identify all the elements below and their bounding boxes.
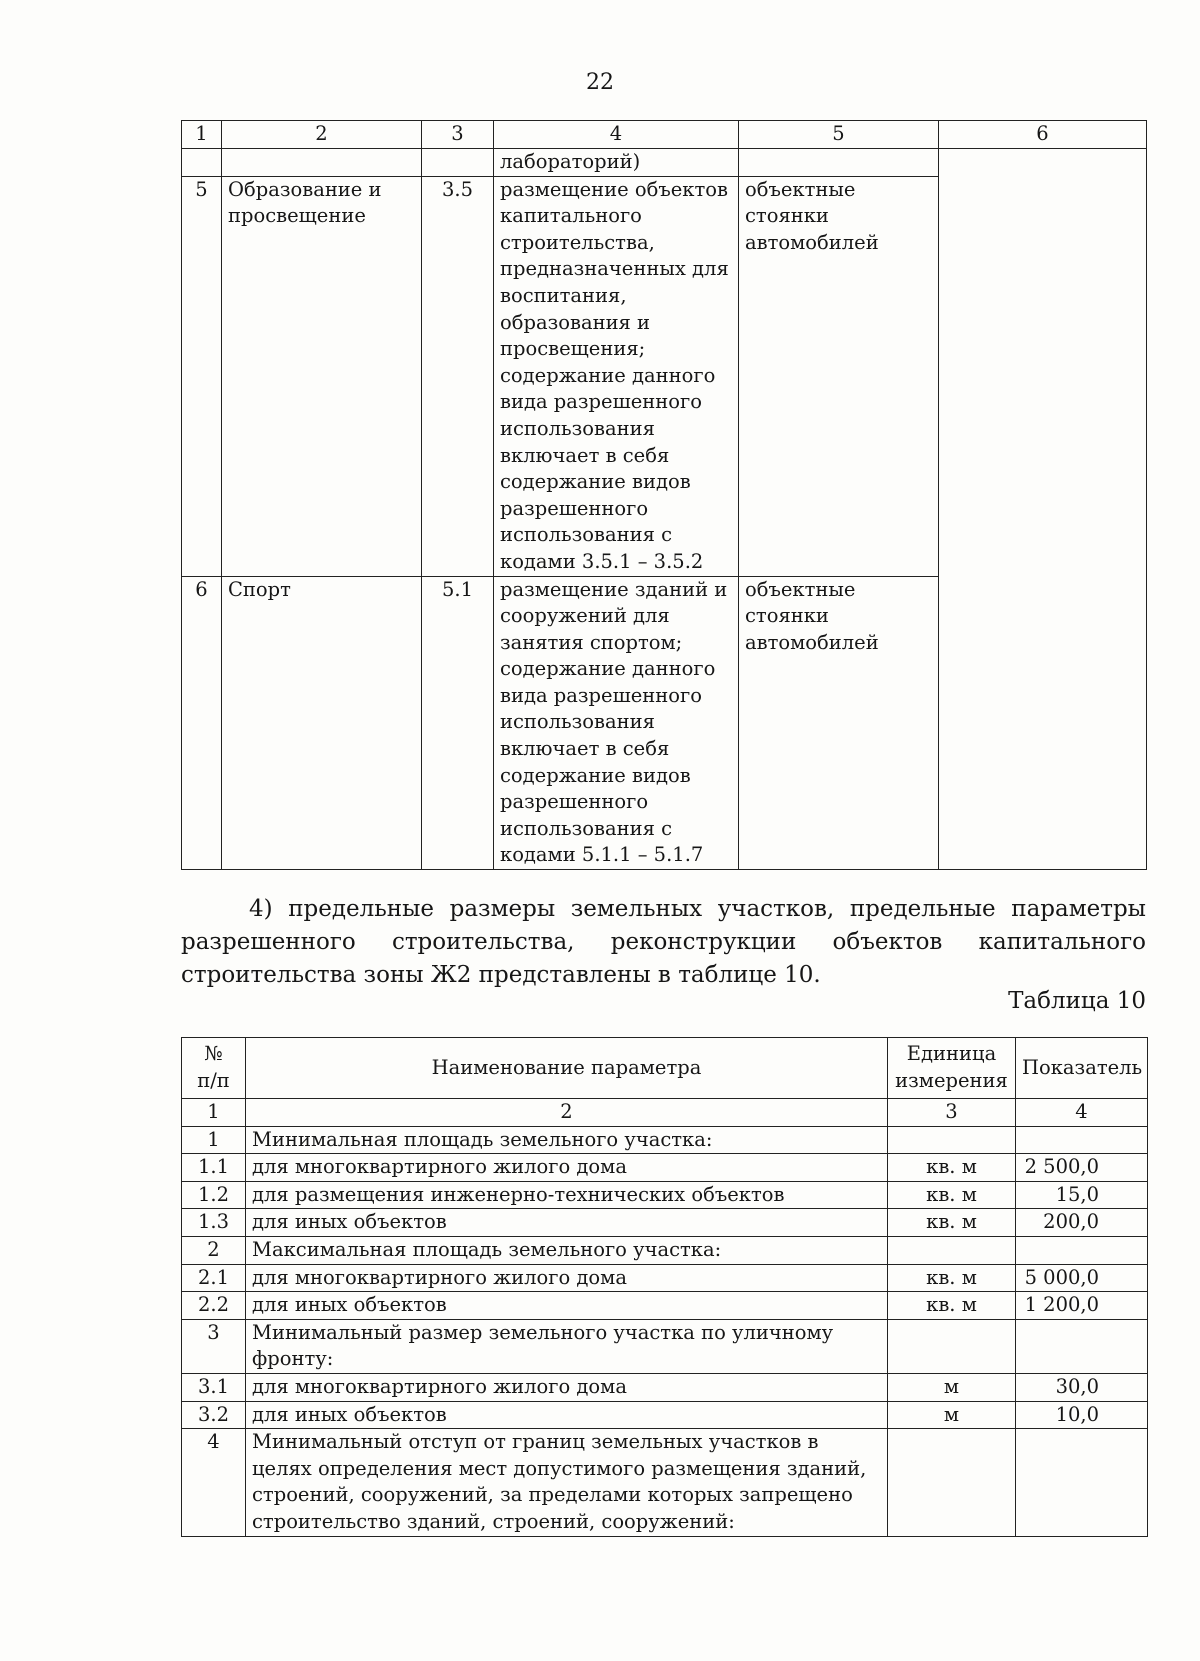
table-row xyxy=(182,1373,1148,1401)
row-value: 2 500,0 xyxy=(1016,1154,1148,1182)
table-row xyxy=(182,1181,1148,1209)
row-number: 2 xyxy=(182,1236,246,1264)
row-description: лабораторий) xyxy=(494,149,739,177)
header-row xyxy=(182,1038,1148,1099)
row-unit xyxy=(888,1126,1016,1154)
row-value xyxy=(1016,1236,1148,1264)
table-row xyxy=(182,1264,1148,1292)
row-parameter: Минимальный размер земельного участка по уличному фронту: xyxy=(246,1319,888,1373)
col-number: 4 xyxy=(1016,1099,1148,1127)
row-number: 3.1 xyxy=(182,1373,246,1401)
row-name xyxy=(222,149,422,177)
paragraph-text: 4) предельные размеры земельных участков, предельные параметры разрешенного строительства, реконструкции объектов капитального строительства зоны Ж2 представлены в таблице 10. xyxy=(181,896,1146,988)
col-number: 6 xyxy=(939,121,1147,149)
row-parameter: Минимальная площадь земельного участка: xyxy=(246,1126,888,1154)
row-unit: кв. м xyxy=(888,1264,1016,1292)
row-number: 5 xyxy=(182,176,222,576)
row-value xyxy=(1016,1429,1148,1536)
row-number: 6 xyxy=(182,576,222,870)
table-row xyxy=(182,1209,1148,1237)
table-row xyxy=(182,1319,1148,1373)
row-parameter: для иных объектов xyxy=(246,1401,888,1429)
header-value: Показатель xyxy=(1016,1038,1148,1099)
col-number: 3 xyxy=(888,1099,1016,1127)
row-unit: м xyxy=(888,1401,1016,1429)
row-parking: объектные стоянки автомобилей xyxy=(739,576,939,870)
row-unit xyxy=(888,1236,1016,1264)
row-number: 1.3 xyxy=(182,1209,246,1237)
row-value: 10,0 xyxy=(1016,1401,1148,1429)
row-value xyxy=(1016,1126,1148,1154)
row-parking: объектные стоянки автомобилей xyxy=(739,176,939,576)
row-number: 1.2 xyxy=(182,1181,246,1209)
table-row xyxy=(182,1236,1148,1264)
row-value: 15,0 xyxy=(1016,1181,1148,1209)
column-number-row xyxy=(182,121,1147,149)
row-number: 2.2 xyxy=(182,1292,246,1320)
col-number: 4 xyxy=(494,121,739,149)
row-value: 200,0 xyxy=(1016,1209,1148,1237)
row-parameter: для многоквартирного жилого дома xyxy=(246,1264,888,1292)
row-unit xyxy=(888,1429,1016,1536)
row-parameter: для многоквартирного жилого дома xyxy=(246,1373,888,1401)
body-paragraph xyxy=(181,893,1146,992)
row-number: 1.1 xyxy=(182,1154,246,1182)
row-description: размещение объектов капитального строительства, предназначенных для воспитания, образования и просвещения; содержание данного вида разрешенного использования включает в себя содержание видов разрешенного использования с кодами 3.5.1 – 3.5.2 xyxy=(494,176,739,576)
row-value xyxy=(1016,1319,1148,1373)
parameters-table xyxy=(181,1037,1148,1537)
row-unit xyxy=(888,1319,1016,1373)
row-note xyxy=(939,149,1147,870)
continued-land-use-table xyxy=(181,120,1147,870)
row-name: Спорт xyxy=(222,576,422,870)
row-number xyxy=(182,149,222,177)
header-number: № п/п xyxy=(182,1038,246,1099)
row-value: 5 000,0 xyxy=(1016,1264,1148,1292)
row-value: 1 200,0 xyxy=(1016,1292,1148,1320)
row-code: 3.5 xyxy=(422,176,494,576)
table-caption: Таблица 10 xyxy=(1008,988,1146,1014)
col-number: 2 xyxy=(246,1099,888,1127)
row-parameter: для многоквартирного жилого дома xyxy=(246,1154,888,1182)
col-number: 3 xyxy=(422,121,494,149)
row-description: размещение зданий и сооружений для занятия спортом; содержание данного вида разрешенного использования включает в себя содержание видов разрешенного использования с кодами 5.1.1 – 5.1.7 xyxy=(494,576,739,870)
table-row xyxy=(182,1429,1148,1536)
table-row xyxy=(182,1126,1148,1154)
row-number: 4 xyxy=(182,1429,246,1536)
col-number: 5 xyxy=(739,121,939,149)
table-row xyxy=(182,1292,1148,1320)
row-parking xyxy=(739,149,939,177)
page-number: 22 xyxy=(586,70,614,95)
row-unit: кв. м xyxy=(888,1154,1016,1182)
header-parameter: Наименование параметра xyxy=(246,1038,888,1099)
row-number: 3 xyxy=(182,1319,246,1373)
row-parameter: для иных объектов xyxy=(246,1209,888,1237)
row-number: 3.2 xyxy=(182,1401,246,1429)
row-value: 30,0 xyxy=(1016,1373,1148,1401)
row-parameter: для иных объектов xyxy=(246,1292,888,1320)
col-number: 1 xyxy=(182,1099,246,1127)
row-parameter: для размещения инженерно-технических объектов xyxy=(246,1181,888,1209)
table-row xyxy=(182,1401,1148,1429)
table-row xyxy=(182,149,1147,177)
row-unit: кв. м xyxy=(888,1181,1016,1209)
row-number: 2.1 xyxy=(182,1264,246,1292)
row-unit: м xyxy=(888,1373,1016,1401)
row-code: 5.1 xyxy=(422,576,494,870)
row-parameter: Минимальный отступ от границ земельных участков в целях определения мест допустимого размещения зданий, строений, сооружений, за пределами которых запрещено строительство зданий, строений, сооружений: xyxy=(246,1429,888,1536)
col-number: 2 xyxy=(222,121,422,149)
row-code xyxy=(422,149,494,177)
header-unit: Единица измерения xyxy=(888,1038,1016,1099)
row-unit: кв. м xyxy=(888,1209,1016,1237)
table-row xyxy=(182,1154,1148,1182)
col-number: 1 xyxy=(182,121,222,149)
row-parameter: Максимальная площадь земельного участка: xyxy=(246,1236,888,1264)
row-name: Образование и просвещение xyxy=(222,176,422,576)
row-number: 1 xyxy=(182,1126,246,1154)
row-unit: кв. м xyxy=(888,1292,1016,1320)
column-number-row xyxy=(182,1099,1148,1127)
